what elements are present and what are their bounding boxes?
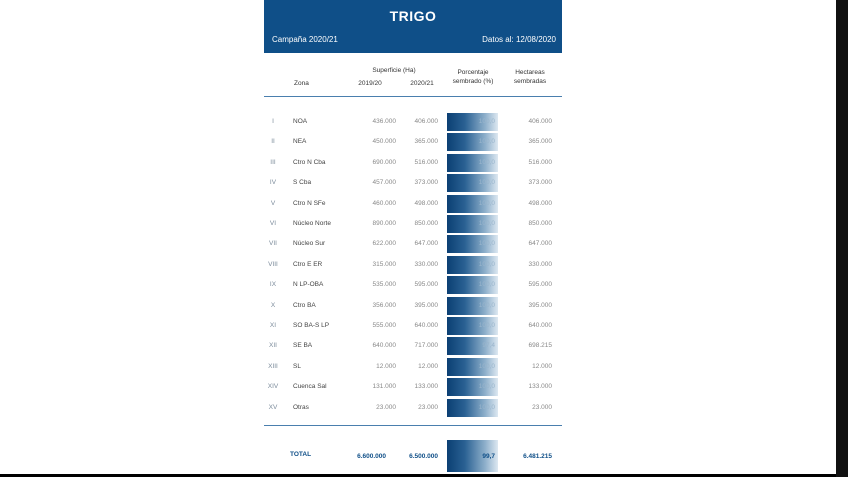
- hectares-sown-value: 133.000: [528, 383, 552, 391]
- surface-2019-value: 356.000: [372, 301, 396, 309]
- surface-2020-value: 640.000: [414, 322, 438, 329]
- total-pct-value: 99,7: [482, 453, 495, 460]
- zone-name: Ctro BA: [293, 301, 316, 309]
- pct-value: 100,0: [478, 199, 495, 207]
- zone-name: Ctro N SFe: [293, 199, 326, 207]
- header-divider: [264, 96, 562, 97]
- pct-value: 100,0: [478, 118, 495, 125]
- surface-2019-value: 436.000: [372, 118, 396, 125]
- surface-2020-value: 595.000: [414, 281, 438, 289]
- surface-2019-value: 457.000: [372, 179, 396, 187]
- surface-2020-value: 365.000: [414, 138, 438, 146]
- surface-2019-value: 12.000: [376, 362, 396, 370]
- hectares-sown-value: 406.000: [528, 118, 552, 125]
- surface-2020-value: 498.000: [414, 199, 438, 207]
- zone-name: S Cba: [293, 179, 312, 187]
- total-ha-value: 6.481.215: [523, 453, 552, 460]
- zone-name: Núcleo Norte: [293, 220, 331, 227]
- zone-name: Cuenca Sal: [293, 383, 327, 391]
- zone-number: I: [272, 118, 274, 125]
- zone-name: Ctro E ER: [293, 260, 323, 268]
- pct-bar: [447, 195, 498, 213]
- data-date-label: Datos al: 12/08/2020: [482, 35, 556, 44]
- pct-bar: [447, 337, 498, 355]
- zone-name: SL: [293, 362, 301, 370]
- col-ha-header-line2: sembradas: [513, 78, 547, 85]
- report-header: [264, 0, 562, 53]
- table-row: [264, 398, 562, 418]
- pct-bar: [447, 215, 498, 233]
- col-zone-header: Zona: [294, 80, 309, 87]
- surface-2020-value: 516.000: [414, 158, 438, 166]
- zone-number: VII: [269, 240, 277, 248]
- pct-value: 100,0: [478, 301, 495, 309]
- surface-2020-value: 23.000: [418, 403, 438, 411]
- zone-number: II: [271, 138, 275, 146]
- table-row: [264, 336, 562, 356]
- hectares-sown-value: 595.000: [528, 281, 552, 289]
- hectares-sown-value: 330.000: [528, 260, 552, 268]
- pct-bar: [447, 317, 498, 335]
- total-2020-value: 6.500.000: [409, 453, 438, 460]
- zone-number: VI: [269, 220, 277, 227]
- pct-bar: [447, 235, 498, 253]
- zone-number: XIV: [267, 383, 279, 391]
- surface-2019-value: 315.000: [372, 260, 396, 268]
- col-year2-header: 2020/21: [410, 80, 434, 87]
- total-2019-value: 6.600.000: [357, 453, 386, 460]
- hectares-sown-value: 516.000: [528, 158, 552, 166]
- pct-value: 100,0: [478, 179, 495, 187]
- total-label: TOTAL: [290, 451, 312, 458]
- zone-name: Ctro N Cba: [293, 158, 326, 166]
- surface-2019-value: 460.000: [372, 199, 396, 207]
- zone-name: Núcleo Sur: [293, 240, 326, 248]
- zone-name: Otras: [293, 403, 309, 411]
- wheat-report-card: [264, 0, 562, 474]
- col-ha-header-line1: Hectareas: [515, 69, 545, 76]
- hectares-sown-value: 12.000: [532, 362, 552, 370]
- zone-number: XV: [268, 403, 278, 411]
- pct-value: 100,0: [478, 362, 495, 370]
- surface-2019-value: 640.000: [372, 342, 396, 350]
- pct-bar: [447, 154, 498, 172]
- hectares-sown-value: 395.000: [528, 301, 552, 309]
- zone-number: IX: [269, 281, 277, 289]
- zone-name: NOA: [293, 118, 308, 125]
- hectares-sown-value: 640.000: [528, 322, 552, 329]
- total-divider: [264, 425, 562, 426]
- surface-2020-value: 406.000: [414, 118, 438, 125]
- table-row: [264, 377, 562, 397]
- pct-value: 100,0: [478, 220, 495, 227]
- zone-name: N LP-OBA: [293, 281, 324, 289]
- pct-bar: [447, 113, 498, 131]
- table-row: [264, 296, 562, 316]
- surface-2020-value: 717.000: [414, 342, 438, 350]
- pct-bar: [447, 174, 498, 192]
- table-row: [264, 255, 562, 275]
- surface-2019-value: 622.000: [372, 240, 396, 248]
- table-row: [264, 214, 562, 234]
- col-year1-header: 2019/20: [358, 80, 382, 87]
- pct-value: 100,0: [478, 138, 495, 146]
- zone-name: SO BA-S LP: [293, 322, 330, 329]
- hectares-sown-value: 647.000: [528, 240, 552, 248]
- hectares-sown-value: 698.215: [528, 342, 552, 350]
- surface-2020-value: 12.000: [418, 362, 438, 370]
- table-row: [264, 132, 562, 152]
- zone-number: III: [270, 158, 276, 166]
- pct-value: 100,0: [478, 260, 495, 268]
- pct-bar: [447, 378, 498, 396]
- table-row: [264, 316, 562, 336]
- surface-2019-value: 890.000: [372, 220, 396, 227]
- surface-2020-value: 133.000: [414, 383, 438, 391]
- hectares-sown-value: 23.000: [532, 403, 552, 411]
- hectares-sown-value: 373.000: [528, 179, 552, 187]
- table-row: [264, 112, 562, 132]
- surface-2019-value: 535.000: [372, 281, 396, 289]
- zone-number: V: [270, 199, 276, 207]
- pct-value: 100,0: [478, 240, 495, 248]
- col-surface-header: Superficie (Ha): [372, 67, 416, 74]
- pct-value: 100,0: [478, 281, 495, 289]
- surface-2019-value: 555.000: [372, 322, 396, 329]
- surface-2019-value: 450.000: [372, 138, 396, 146]
- col-pct-header-line2: sembrado (%): [452, 78, 494, 85]
- zone-name: NEA: [293, 138, 307, 146]
- pct-value: 100,0: [478, 403, 495, 411]
- hectares-sown-value: 850.000: [528, 220, 552, 227]
- total-row: [264, 440, 562, 472]
- pct-bar: [447, 276, 498, 294]
- surface-2019-value: 23.000: [376, 403, 396, 411]
- hectares-sown-value: 365.000: [528, 138, 552, 146]
- table-row: [264, 173, 562, 193]
- pct-bar: [447, 358, 498, 376]
- pct-bar: [447, 399, 498, 417]
- surface-2020-value: 373.000: [414, 179, 438, 187]
- total-pct-bar: [447, 440, 498, 472]
- surface-2019-value: 131.000: [372, 383, 396, 391]
- table-row: [264, 234, 562, 254]
- surface-2020-value: 395.000: [414, 301, 438, 309]
- surface-2020-value: 850.000: [414, 220, 438, 227]
- pct-bar: [447, 297, 498, 315]
- pct-value: 97,4: [482, 342, 495, 350]
- pct-value: 100,0: [478, 322, 495, 329]
- surface-2019-value: 690.000: [372, 158, 396, 166]
- campaign-label: Campaña 2020/21: [272, 35, 338, 44]
- zone-number: X: [270, 301, 276, 309]
- pct-bar: [447, 256, 498, 274]
- pct-value: 100,0: [478, 383, 495, 391]
- table-row: [264, 357, 562, 377]
- zone-number: XI: [269, 322, 277, 329]
- zone-number: XII: [269, 342, 277, 350]
- zone-number: VIII: [268, 260, 278, 268]
- zone-number: XIII: [268, 362, 278, 370]
- report-title: TRIGO: [389, 8, 437, 24]
- window-edge-bar: [836, 0, 848, 477]
- surface-2020-value: 647.000: [414, 240, 438, 248]
- table-row: [264, 194, 562, 214]
- zone-name: SE BA: [293, 342, 313, 350]
- pct-bar: [447, 133, 498, 151]
- table-row: [264, 275, 562, 295]
- table-row: [264, 153, 562, 173]
- pct-value: 100,0: [478, 158, 495, 166]
- surface-2020-value: 330.000: [414, 260, 438, 268]
- zone-number: IV: [269, 179, 277, 187]
- col-pct-header-line1: Porcentaje: [457, 69, 489, 76]
- hectares-sown-value: 498.000: [528, 199, 552, 207]
